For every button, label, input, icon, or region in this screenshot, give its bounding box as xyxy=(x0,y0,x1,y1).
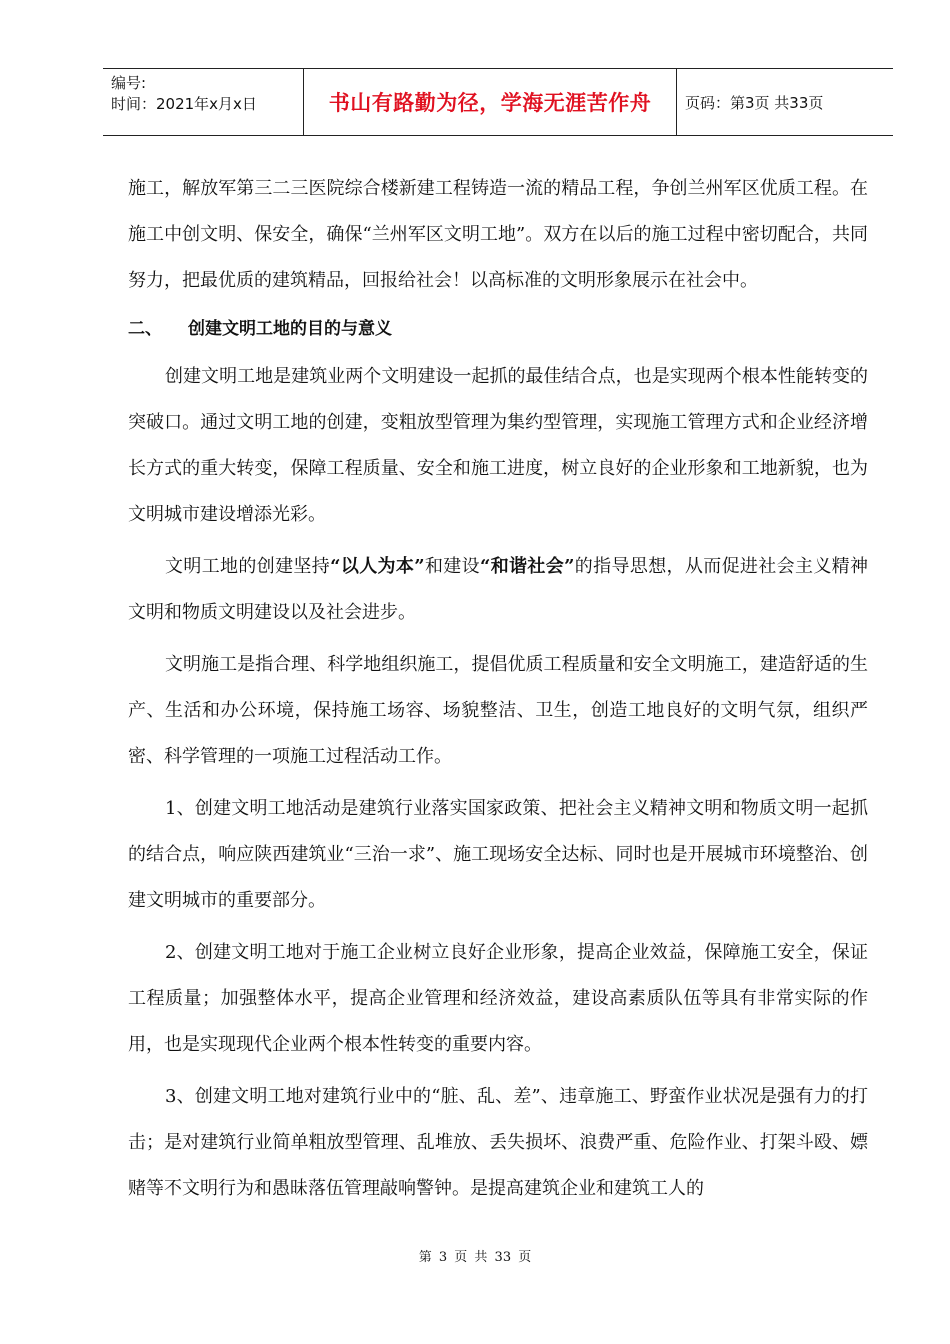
guideline-emphasis-2: “和谐社会” xyxy=(480,556,575,577)
header-motto: 书山有路勤为径，学海无涯苦作舟 xyxy=(304,69,677,135)
time-label: 时间：2021年x月x日 xyxy=(111,95,257,113)
header-meta xyxy=(103,69,304,135)
paragraph-purpose: 创建文明工地是建筑业两个文明建设一起抓的最佳结合点，也是实现两个根本性能转变的突破口。通过文明工地的创建，变粗放型管理为集约型管理，实现施工管理方式和企业经济增长方式的重大转变，保障工程质量、安全和施工进度，树立良好的企业形象和工地新貌，也为文明城市建设增添光彩。 xyxy=(128,366,868,525)
section-number: 二、 xyxy=(128,319,162,339)
document-body xyxy=(128,166,868,1212)
section-title: 创建文明工地的目的与意义 xyxy=(188,319,392,339)
guideline-emphasis-1: “以人为本” xyxy=(330,556,425,577)
paragraph-definition: 文明施工是指合理、科学地组织施工，提倡优质工程质量和安全文明施工，建造舒适的生产、生活和办公环境，保持施工场容、场貌整洁、卫生，创造工地良好的文明气氛，组织严密、科学管理的一项施工过程活动工作。 xyxy=(128,654,868,767)
guideline-text-c: 的指导思想，从而促进社会主义精神文明和物质文明建设以及社会进步。 xyxy=(128,556,869,623)
page-header xyxy=(103,68,893,136)
code-label: 编号: xyxy=(111,74,147,92)
list-item-1: 1、创建文明工地活动是建筑行业落实国家政策、把社会主义精神文明和物质文明一起抓的结合点，响应陕西建筑业“三治一求”、施工现场安全达标、同时也是开展城市环境整治、创建文明城市的重要部分。 xyxy=(128,798,868,911)
paragraph-guideline xyxy=(128,544,868,636)
guideline-text-b: 和建设 xyxy=(424,556,480,577)
list-item-3: 3、创建文明工地对建筑行业中的“脏、乱、差”、违章施工、野蛮作业状况是强有力的打击；是对建筑行业简单粗放型管理、乱堆放、丢失损坏、浪费严重、危险作业、打架斗殴、嫖赌等不文明行为和愚昧落伍管理敲响警钟。是提高建筑企业和建筑工人的 xyxy=(128,1086,868,1199)
page-footer: 第 3 页 共 33 页 xyxy=(418,1250,532,1265)
guideline-text-a: 文明工地的创建坚持 xyxy=(165,556,331,577)
list-item-2: 2、创建文明工地对于施工企业树立良好企业形象，提高企业效益，保障施工安全，保证工程质量；加强整体水平，提高企业管理和经济效益，建设高素质队伍等具有非常实际的作用，也是实现现代企业两个根本性转变的重要内容。 xyxy=(128,942,868,1055)
header-page-number: 页码：第3页 共33页 xyxy=(685,93,824,112)
section-heading xyxy=(128,306,868,352)
paragraph-continuation: 施工，解放军第三二三医院综合楼新建工程铸造一流的精品工程，争创兰州军区优质工程。在施工中创文明、保安全，确保“兰州军区文明工地”。双方在以后的施工过程中密切配合，共同努力，把最优质的建筑精品，回报给社会！以高标准的文明形象展示在社会中。 xyxy=(128,178,868,291)
